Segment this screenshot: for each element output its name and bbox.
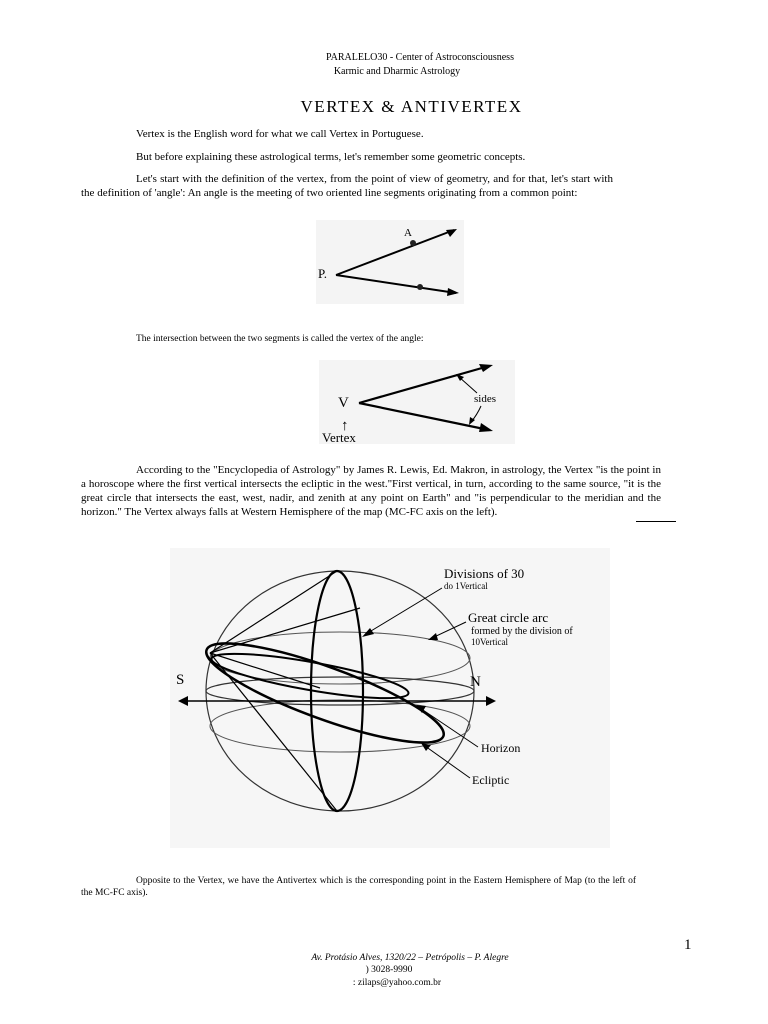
label-arc-1: Great circle arc <box>468 610 549 625</box>
angle-figure <box>316 220 464 304</box>
paragraph-geometric-intro: But before explaining these astrological terms, let's remember some geometric concepts. <box>136 151 526 163</box>
label-divisions-1: Divisions of 30 <box>444 566 525 581</box>
label-divisions-2: do 1Vertical <box>444 581 488 591</box>
label-v: V <box>338 395 349 411</box>
label-p: P. <box>318 266 328 281</box>
footer-email: : zilaps@yahoo.com.br <box>352 978 442 988</box>
footer-address: Av. Protásio Alves, 1320/22 – Petrópolis – P. Alegre <box>311 953 509 963</box>
label-arc-3: 10Vertical <box>471 637 508 647</box>
paragraph-vertex-of-angle: The intersection between the two segments is called the vertex of the angle: <box>136 334 424 344</box>
label-arc-2: formed by the division of <box>471 626 573 637</box>
point-a-dot <box>410 240 416 246</box>
header-subtitle-line: Karmic and Dharmic Astrology <box>333 66 461 77</box>
label-south: S <box>176 672 185 688</box>
page-title: VERTEX & ANTIVERTEX <box>300 97 523 116</box>
vertex-figure <box>319 360 515 444</box>
footer-phone: ) 3028-9990 <box>365 965 413 975</box>
paragraph-vertex-word: Vertex is the English word for what we call Vertex in Portuguese. <box>136 128 424 140</box>
label-horizon: Horizon <box>481 741 521 755</box>
label-north: N <box>470 674 481 690</box>
label-ecliptic: Ecliptic <box>472 773 510 787</box>
paragraph-encyclopedia-definition: According to the "Encyclopedia of Astrology" by James R. Lewis, Ed. Makron, in astrology, the Vertex "is the point in a horoscope where the first vertical intersects the ecliptic in the west."First vertical, in turn, according to the same source, "it is the great circle that intersects the east, west, nadir, and zenith at any point on Earth" and "is perpendicular to the meridian and the horizon." The Vertex always falls at Western Hemisphere of the map (MC-FC axis on the left). <box>81 464 661 518</box>
label-vertex: Vertex <box>322 430 356 444</box>
paragraph-antivertex: Opposite to the Vertex, we have the Antivertex which is the corresponding point in the Eastern Hemisphere of Map (to the left of the MC-FC axis). <box>81 876 636 898</box>
page-number: 1 <box>684 937 692 953</box>
header-org-line: PARALELO30 - Center of Astroconsciousness <box>326 52 514 63</box>
paragraph-angle-definition: Let's start with the definition of the vertex, from the point of view of geometry, and for that, let's start with the definition of 'angle': An angle is the meeting of two oriented line segments originating from a common point: <box>81 173 613 199</box>
label-sides: sides <box>474 393 496 405</box>
label-a: A <box>404 227 412 239</box>
point-lower-dot <box>417 284 423 290</box>
vertex-arrow: ↑ <box>341 418 349 434</box>
underline-blank <box>636 521 676 522</box>
celestial-sphere-figure <box>170 548 610 848</box>
